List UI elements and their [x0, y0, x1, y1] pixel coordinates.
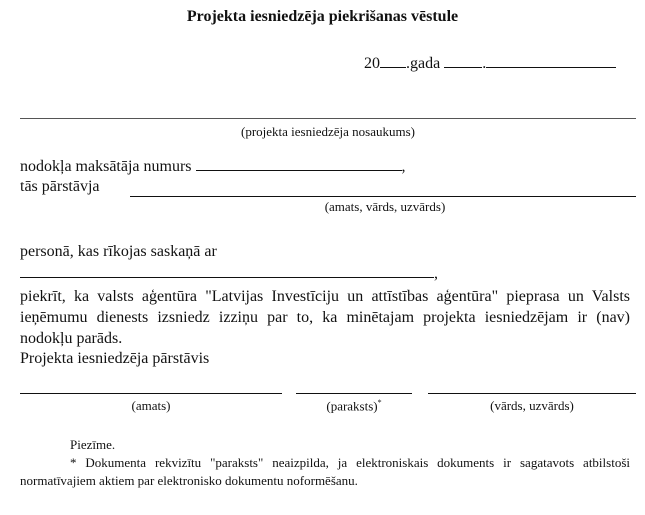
- acting-blank-row: [20, 263, 438, 283]
- document-title: Projekta iesniedzēja piekrišanas vēstule: [186, 8, 459, 25]
- acting-label: personā, kas rīkojas saskaņā ar: [20, 243, 217, 260]
- acting-comma: ,: [434, 265, 438, 282]
- taxpayer-number-blank[interactable]: [196, 156, 402, 171]
- consent-paragraph: piekrīt, ka valsts aģentūra "Latvijas Investīciju un attīstības aģentūra" pieprasa un Valsts ieņēmumu dienests izsniedz izziņu par to, ka minētajam projekta iesniedzējam ir (nav) nodokļu parāds.: [20, 288, 630, 347]
- representative-label: tās pārstāvja: [20, 178, 100, 195]
- date-dot: .: [482, 55, 487, 72]
- year-blank[interactable]: [380, 53, 406, 68]
- taxpayer-row: [20, 156, 406, 176]
- signature-line[interactable]: [296, 393, 412, 394]
- name-line[interactable]: [428, 393, 636, 394]
- note-text: * Dokumenta rekvizītu "paraksts" neaizpilda, ja elektroniskais dokuments ir sagatavots atbilstoši normatīvajiem aktiem par elektronisko dokumentu noformēšanu.: [20, 455, 630, 488]
- representative-caption: (amats, vārds, uzvārds): [324, 199, 446, 214]
- position-caption: (amats): [131, 398, 171, 413]
- applicant-name-line[interactable]: [20, 118, 636, 119]
- note-heading: Piezīme.: [70, 437, 116, 452]
- position-line[interactable]: [20, 393, 282, 394]
- day-blank[interactable]: [444, 53, 482, 68]
- name-caption: (vārds, uzvārds): [490, 398, 574, 413]
- gada-label: .gada: [406, 55, 441, 72]
- acting-basis-blank[interactable]: [20, 263, 434, 278]
- year-prefix: 20: [364, 55, 380, 72]
- signature-marker: *: [377, 398, 382, 407]
- representative-line[interactable]: [130, 196, 636, 197]
- taxpayer-label: nodokļa maksātāja numurs: [20, 158, 192, 175]
- taxpayer-comma: ,: [401, 158, 406, 175]
- month-blank[interactable]: [486, 53, 616, 68]
- signature-caption: (paraksts): [326, 398, 378, 414]
- signatory-label: Projekta iesniedzēja pārstāvis: [20, 350, 210, 367]
- applicant-caption: (projekta iesniedzēja nosaukums): [241, 124, 415, 139]
- signature-caption-group: [296, 398, 412, 414]
- date-line: [364, 53, 616, 73]
